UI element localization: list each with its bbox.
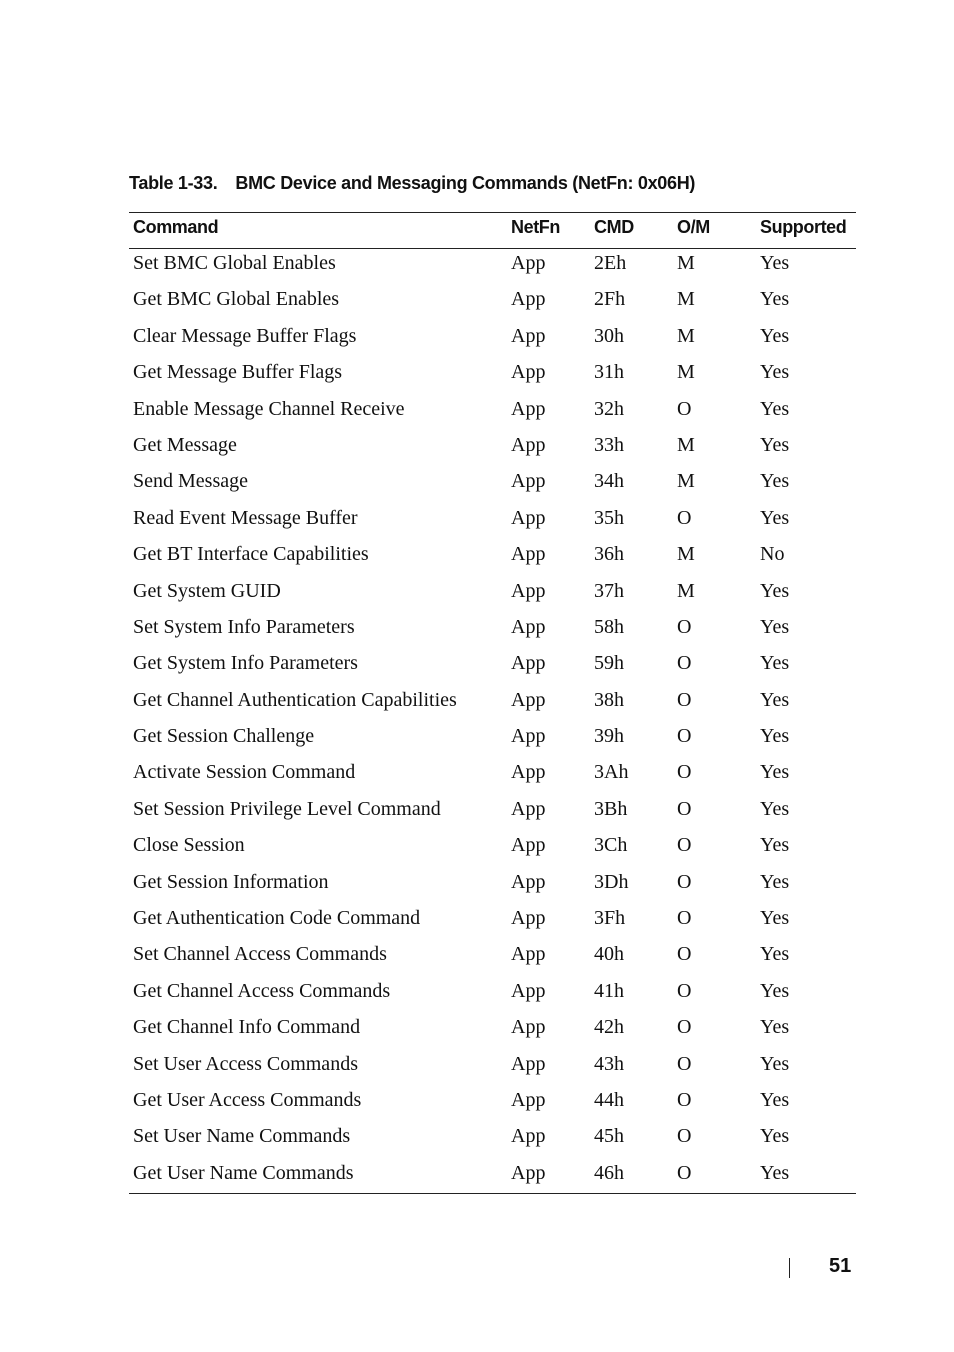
table-row <box>0 686 954 722</box>
cell-netfn: App <box>511 979 546 1002</box>
cell-supported: Yes <box>760 361 790 384</box>
cell-om: M <box>677 324 695 347</box>
cell-cmd: 3Dh <box>594 870 629 893</box>
table-row <box>0 904 954 940</box>
cell-netfn: App <box>511 1161 546 1184</box>
cell-om: M <box>677 470 695 493</box>
cell-cmd: 58h <box>594 615 624 638</box>
cell-netfn: App <box>511 615 546 638</box>
table-top-rule <box>129 212 856 213</box>
cell-supported: Yes <box>760 324 790 347</box>
table-row <box>0 249 954 285</box>
cell-command: Get BT Interface Capabilities <box>133 543 369 566</box>
cell-supported: No <box>760 543 785 566</box>
cell-supported: Yes <box>760 761 790 784</box>
table-row <box>0 795 954 831</box>
cell-om: O <box>677 834 692 857</box>
footer-divider <box>789 1258 790 1278</box>
table-bottom-rule <box>129 1193 856 1194</box>
cell-om: O <box>677 1016 692 1039</box>
cell-netfn: App <box>511 870 546 893</box>
header-supported: Supported <box>760 217 847 237</box>
cell-cmd: 59h <box>594 652 624 675</box>
cell-cmd: 44h <box>594 1088 624 1111</box>
cell-command: Get Authentication Code Command <box>133 907 421 930</box>
cell-cmd: 38h <box>594 688 624 711</box>
cell-om: O <box>677 870 692 893</box>
cell-netfn: App <box>511 943 546 966</box>
cell-cmd: 33h <box>594 433 624 456</box>
table-caption <box>129 173 695 194</box>
cell-command: Get Channel Access Commands <box>133 979 391 1002</box>
table-row <box>0 431 954 467</box>
cell-netfn: App <box>511 725 546 748</box>
cell-cmd: 41h <box>594 979 624 1002</box>
cell-cmd: 2Fh <box>594 288 626 311</box>
cell-command: Activate Session Command <box>133 761 356 784</box>
cell-om: O <box>677 943 692 966</box>
table-row <box>0 322 954 358</box>
cell-command: Get Message <box>133 433 237 456</box>
cell-supported: Yes <box>760 1088 790 1111</box>
cell-supported: Yes <box>760 943 790 966</box>
cell-command: Get Message Buffer Flags <box>133 361 343 384</box>
cell-netfn: App <box>511 688 546 711</box>
cell-om: O <box>677 797 692 820</box>
cell-command: Set BMC Global Enables <box>133 252 336 274</box>
cell-supported: Yes <box>760 615 790 638</box>
header-command: Command <box>133 217 219 237</box>
cell-netfn: App <box>511 797 546 820</box>
table-row <box>0 977 954 1013</box>
cell-om: O <box>677 1052 692 1075</box>
cell-supported: Yes <box>760 1016 790 1039</box>
cell-om: M <box>677 288 695 311</box>
cell-om: O <box>677 688 692 711</box>
cell-om: M <box>677 252 695 274</box>
table-row <box>0 504 954 540</box>
cell-netfn: App <box>511 907 546 930</box>
cell-cmd: 37h <box>594 579 624 602</box>
table-row <box>0 649 954 685</box>
cell-cmd: 42h <box>594 1016 624 1039</box>
table-row <box>0 613 954 649</box>
cell-om: O <box>677 506 692 529</box>
table-body <box>0 249 954 1195</box>
table-row <box>0 722 954 758</box>
cell-supported: Yes <box>760 1052 790 1075</box>
cell-om: M <box>677 433 695 456</box>
cell-command: Get Channel Authentication Capabilities <box>133 688 457 711</box>
cell-cmd: 31h <box>594 361 624 384</box>
cell-supported: Yes <box>760 579 790 602</box>
cell-command: Enable Message Channel Receive <box>133 397 405 420</box>
header-om: O/M <box>677 217 710 237</box>
cell-om: O <box>677 907 692 930</box>
cell-netfn: App <box>511 361 546 384</box>
cell-command: Set User Access Commands <box>133 1052 358 1075</box>
cell-command: Read Event Message Buffer <box>133 506 358 529</box>
cell-command: Set Channel Access Commands <box>133 943 387 966</box>
cell-supported: Yes <box>760 907 790 930</box>
cell-netfn: App <box>511 506 546 529</box>
page-number: 51 <box>829 1255 852 1277</box>
cell-om: O <box>677 1088 692 1111</box>
cell-cmd: 46h <box>594 1161 624 1184</box>
cell-netfn: App <box>511 1052 546 1075</box>
table-row <box>0 395 954 431</box>
cell-cmd: 2Eh <box>594 252 627 274</box>
cell-netfn: App <box>511 433 546 456</box>
cell-cmd: 30h <box>594 324 624 347</box>
cell-supported: Yes <box>760 252 790 274</box>
cell-cmd: 3Ch <box>594 834 628 857</box>
header-cmd: CMD <box>594 217 634 237</box>
cell-cmd: 32h <box>594 397 624 420</box>
cell-netfn: App <box>511 470 546 493</box>
cell-om: O <box>677 725 692 748</box>
cell-command: Send Message <box>133 470 248 493</box>
cell-netfn: App <box>511 288 546 311</box>
cell-netfn: App <box>511 579 546 602</box>
table-row <box>0 467 954 503</box>
cell-om: M <box>677 579 695 602</box>
cell-supported: Yes <box>760 797 790 820</box>
cell-supported: Yes <box>760 652 790 675</box>
table-row <box>0 285 954 321</box>
cell-netfn: App <box>511 252 546 274</box>
cell-command: Get User Name Commands <box>133 1161 354 1184</box>
cell-cmd: 34h <box>594 470 624 493</box>
cell-om: O <box>677 1125 692 1148</box>
header-netfn: NetFn <box>511 217 560 237</box>
cell-command: Close Session <box>133 834 245 857</box>
table-row <box>0 831 954 867</box>
cell-netfn: App <box>511 1088 546 1111</box>
table-row <box>0 1050 954 1086</box>
table-row <box>0 1086 954 1122</box>
cell-om: O <box>677 1161 692 1184</box>
table-row <box>0 1122 954 1158</box>
cell-command: Get System Info Parameters <box>133 652 358 675</box>
table-row <box>0 1013 954 1049</box>
cell-om: O <box>677 652 692 675</box>
cell-om: M <box>677 543 695 566</box>
table-row <box>0 758 954 794</box>
cell-supported: Yes <box>760 688 790 711</box>
cell-command: Get Session Information <box>133 870 329 893</box>
cell-command: Set System Info Parameters <box>133 615 355 638</box>
cell-netfn: App <box>511 834 546 857</box>
table-row <box>0 1159 954 1195</box>
cell-command: Get System GUID <box>133 579 281 602</box>
cell-netfn: App <box>511 1016 546 1039</box>
table-header-row <box>0 214 954 246</box>
cell-supported: Yes <box>760 725 790 748</box>
table-row <box>0 577 954 613</box>
cell-cmd: 43h <box>594 1052 624 1075</box>
cell-cmd: 36h <box>594 543 624 566</box>
cell-netfn: App <box>511 652 546 675</box>
table-row <box>0 868 954 904</box>
cell-command: Get Channel Info Command <box>133 1016 361 1039</box>
cell-supported: Yes <box>760 979 790 1002</box>
table-number: Table 1-33. <box>129 173 218 193</box>
cell-command: Set Session Privilege Level Command <box>133 797 441 820</box>
cell-command: Get BMC Global Enables <box>133 288 340 311</box>
cell-cmd: 3Fh <box>594 907 626 930</box>
table-row <box>0 940 954 976</box>
cell-cmd: 3Bh <box>594 797 628 820</box>
cell-command: Get Session Challenge <box>133 725 315 748</box>
cell-supported: Yes <box>760 1125 790 1148</box>
cell-supported: Yes <box>760 834 790 857</box>
cell-supported: Yes <box>760 870 790 893</box>
cell-supported: Yes <box>760 1161 790 1184</box>
table-row <box>0 358 954 394</box>
table-title: BMC Device and Messaging Commands (NetFn: 0x06H) <box>235 173 696 193</box>
cell-cmd: 40h <box>594 943 624 966</box>
cell-om: M <box>677 361 695 384</box>
cell-command: Get User Access Commands <box>133 1088 362 1111</box>
table-row <box>0 540 954 576</box>
cell-command: Clear Message Buffer Flags <box>133 324 357 347</box>
cell-supported: Yes <box>760 397 790 420</box>
cell-netfn: App <box>511 397 546 420</box>
cell-om: O <box>677 397 692 420</box>
cell-cmd: 45h <box>594 1125 624 1148</box>
cell-command: Set User Name Commands <box>133 1125 351 1148</box>
cell-om: O <box>677 615 692 638</box>
cell-netfn: App <box>511 761 546 784</box>
cell-netfn: App <box>511 543 546 566</box>
cell-cmd: 39h <box>594 725 624 748</box>
cell-supported: Yes <box>760 470 790 493</box>
cell-supported: Yes <box>760 433 790 456</box>
cell-om: O <box>677 979 692 1002</box>
cell-supported: Yes <box>760 288 790 311</box>
cell-om: O <box>677 761 692 784</box>
cell-cmd: 35h <box>594 506 624 529</box>
cell-cmd: 3Ah <box>594 761 629 784</box>
cell-netfn: App <box>511 324 546 347</box>
cell-supported: Yes <box>760 506 790 529</box>
cell-netfn: App <box>511 1125 546 1148</box>
